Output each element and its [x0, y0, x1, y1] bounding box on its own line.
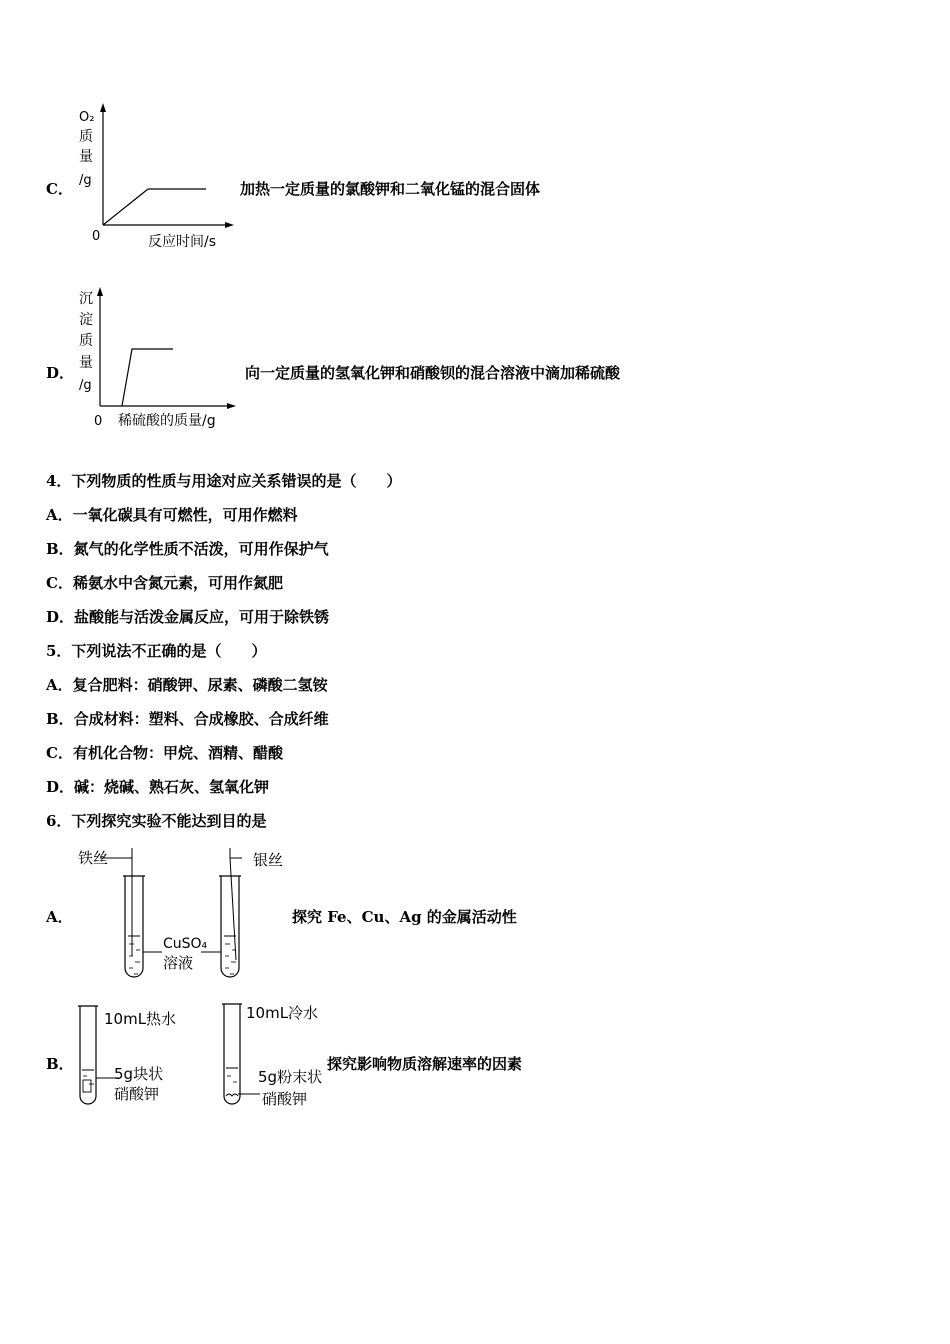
graph-d-y-arrow: [97, 287, 103, 296]
test-tubes-dissolution: [70, 996, 330, 1112]
graph-c-curve: [103, 189, 206, 225]
iron-wire: [100, 858, 132, 956]
silver-wire-label: 银丝: [253, 851, 284, 869]
q5-option-b: B．合成材料：塑料、合成橡胶、合成纤维: [46, 710, 329, 728]
q6-option-a-letter: A．: [46, 908, 73, 926]
option-c-letter: C．: [46, 180, 73, 198]
graph-c-x-arrow: [225, 222, 234, 228]
graph-d-ylabel-1: 沉: [79, 291, 93, 307]
q5-option-d: D．碱：烧碱、熟石灰、氢氧化钾: [46, 778, 270, 796]
silver-wire: [230, 848, 236, 960]
q6-option-b-letter: B．: [46, 1055, 74, 1073]
q6-option-a-desc: 探究 Fe、Cu、Ag 的金属活动性: [292, 908, 517, 926]
q5-option-a: A．复合肥料：硝酸钾、尿素、磷酸二氢铵: [46, 676, 328, 694]
q4-option-d: D．盐酸能与活泼金属反应，可用于除铁锈: [46, 608, 330, 626]
option-d-desc: 向一定质量的氢氧化钾和硝酸钡的混合溶液中滴加稀硫酸: [245, 364, 621, 382]
graph-d-curve: [122, 349, 173, 406]
option-d-letter: D．: [46, 364, 75, 382]
q4-option-b: B．氮气的化学性质不活泼，可用作保护气: [46, 540, 329, 558]
q4-option-c: C．稀氨水中含氮元素，可用作氮肥: [46, 574, 283, 592]
iron-wire-label: 铁丝: [78, 849, 109, 867]
graph-d-origin: 0: [94, 414, 103, 429]
powder-label-1: 5g粉末状: [258, 1068, 323, 1086]
powder-solid: [226, 1094, 238, 1096]
test-tube-2: [221, 876, 239, 977]
graph-d-ylabel-2: 淀: [79, 312, 93, 328]
graph-d-ylabel-5: /g: [79, 378, 92, 393]
test-tube-hot: [80, 1006, 96, 1104]
test-tube-1: [125, 876, 143, 977]
graph-d-x-arrow: [227, 403, 236, 409]
graph-c-origin: 0: [92, 229, 101, 244]
graph-c: [70, 100, 240, 252]
graph-c-ylabel-4: /g: [79, 173, 92, 188]
lump-label-2: 硝酸钾: [114, 1085, 160, 1103]
graph-d-xlabel: 稀硫酸的质量/g: [118, 413, 216, 429]
graph-c-ylabel-3: 量: [79, 149, 93, 165]
graph-d-ylabel-3: 质: [79, 333, 93, 349]
lump-label-1: 5g块状: [114, 1065, 164, 1083]
q5-stem: 5．下列说法不正确的是（ ）: [46, 642, 267, 660]
hot-water-label: 10mL热水: [104, 1010, 177, 1028]
test-tube-cold: [224, 1004, 240, 1104]
graph-c-ylabel-1: O₂: [79, 110, 95, 125]
graph-d-ylabel-4: 量: [79, 355, 93, 371]
q6-option-b-desc: 探究影响物质溶解速率的因素: [327, 1055, 523, 1073]
solution-label: 溶液: [163, 954, 194, 972]
q4-option-a: A．一氧化碳具有可燃性，可用作燃料: [46, 506, 298, 524]
q5-option-c: C．有机化合物：甲烷、酒精、醋酸: [46, 744, 283, 762]
lump-solid: [83, 1080, 91, 1092]
graph-c-xlabel: 反应时间/s: [148, 234, 217, 250]
q4-stem: 4．下列物质的性质与用途对应关系错误的是（ ）: [46, 472, 402, 490]
test-tubes-metal-activity: [70, 840, 310, 980]
cold-water-label: 10mL冷水: [246, 1004, 319, 1022]
graph-c-ylabel-2: 质: [79, 129, 93, 145]
graph-c-y-arrow: [100, 103, 106, 112]
q6-stem: 6．下列探究实验不能达到目的是: [46, 812, 267, 830]
option-c-desc: 加热一定质量的氯酸钾和二氧化锰的混合固体: [240, 180, 541, 198]
graph-d: [70, 283, 250, 433]
powder-label-2: 硝酸钾: [262, 1090, 308, 1108]
cuso4-label: CuSO₄: [163, 936, 208, 952]
